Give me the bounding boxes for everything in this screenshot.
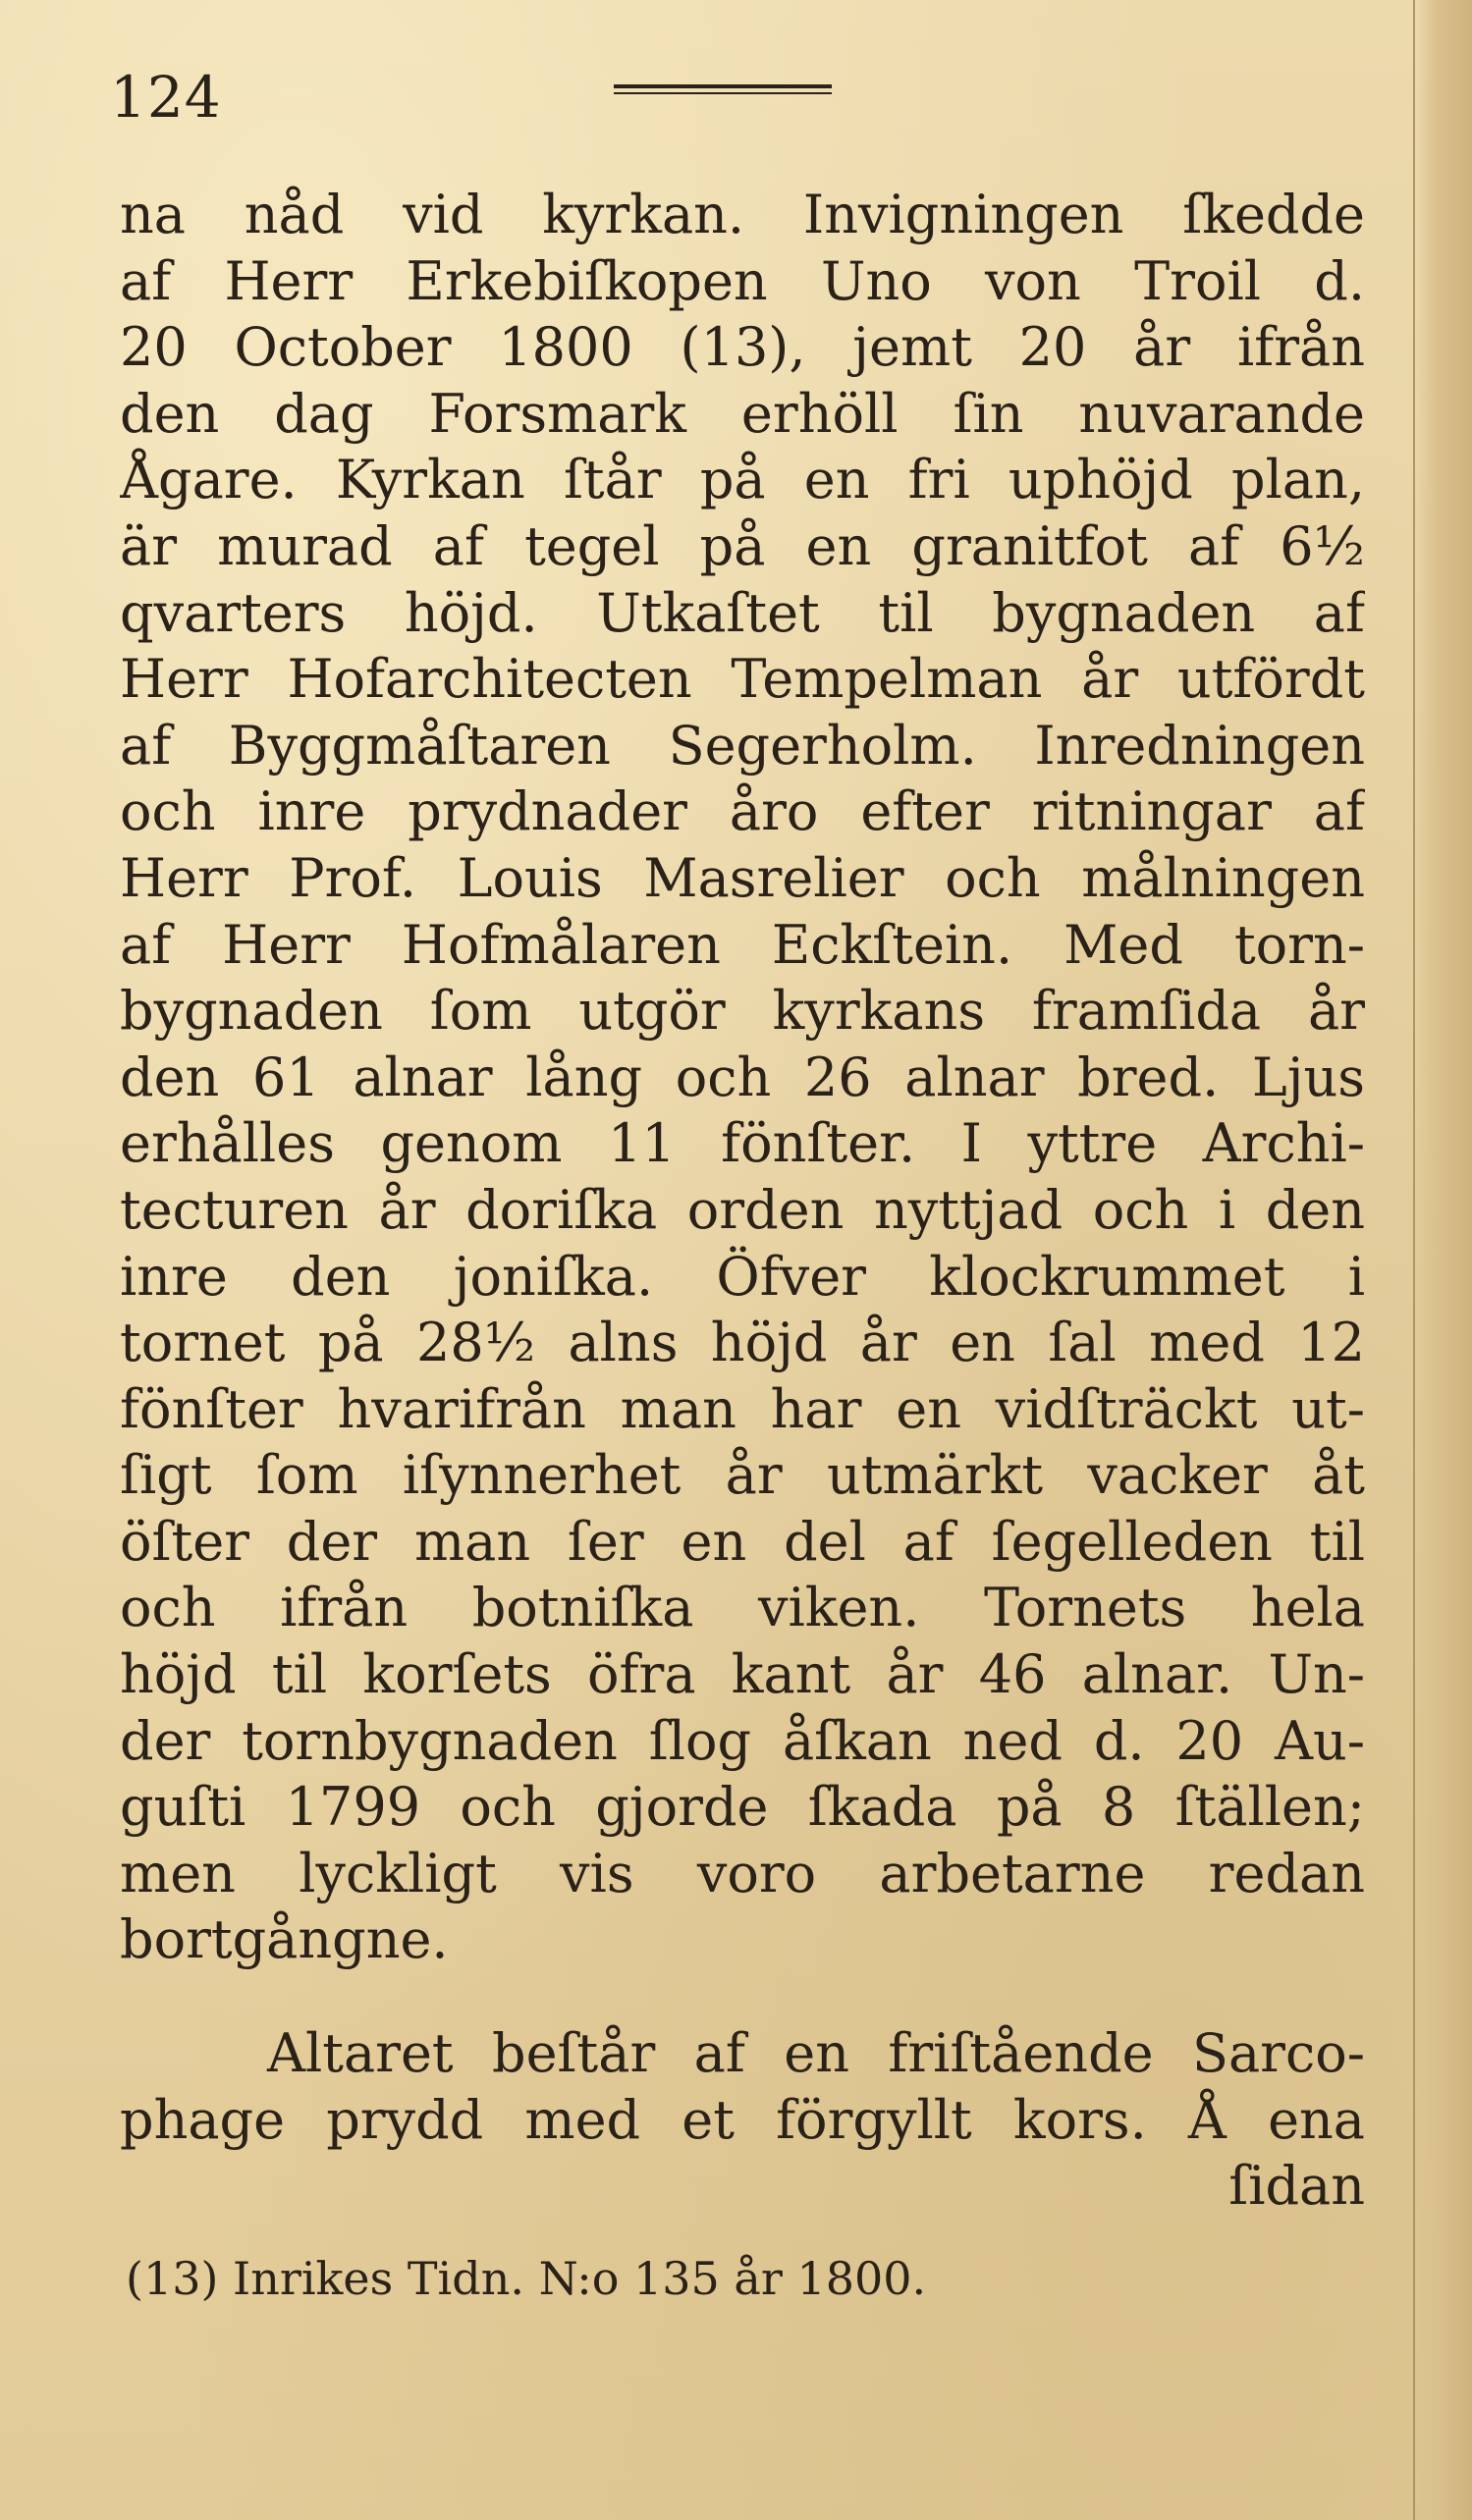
main-paragraph	[120, 182, 1365, 1973]
text-line: guſti 1799 och gjorde ſkada på 8 ſtällen;	[120, 1776, 1365, 1839]
text-line: Herr Hofarchitecten Tempelman år utfördt	[120, 648, 1365, 711]
text-line: bortgångne.	[120, 1908, 449, 1971]
text-line: phage prydd med et förgyllt kors. Å ena	[120, 2088, 1365, 2151]
page-number: 124	[110, 64, 222, 131]
text-line: 20 October 1800 (13), jemt 20 år ifrån	[120, 316, 1365, 379]
text-line: ſigt ſom iſynnerhet år utmärkt vacker åt	[120, 1444, 1365, 1507]
text-line: Altaret beſtår af en friſtående Sarco-	[267, 2022, 1365, 2084]
text-line: Ågare. Kyrkan ſtår på en fri uphöjd plan,	[120, 449, 1365, 511]
header-rule	[614, 84, 832, 94]
text-line: tornet på 28½ alns höjd år en ſal med 12	[120, 1312, 1365, 1374]
text-line: Herr Prof. Louis Masrelier och målningen	[120, 846, 1365, 909]
text-line: och ifrån botniſka viken. Tornets hela	[120, 1577, 1365, 1639]
text-line: den dag Forsmark erhöll ſin nuvarande	[120, 382, 1365, 445]
text-line: är murad af tegel på en granitfot af 6½	[120, 514, 1365, 577]
text-line: qvarters höjd. Utkaſtet til bygnaden af	[120, 581, 1365, 644]
text-line: af Herr Hofmålaren Eckſtein. Med torn-	[120, 913, 1365, 976]
text-line: fönſter hvarifrån man har en vidſträckt ut-	[120, 1377, 1365, 1440]
text-line: der tornbygnaden ſlog åſkan ned d. 20 Au-	[120, 1709, 1365, 1772]
text-line: af Herr Erkebiſkopen Uno von Troil d.	[120, 249, 1365, 312]
text-line: öſter der man ſer en del af ſegelleden til	[120, 1510, 1365, 1573]
second-paragraph	[120, 2020, 1365, 2220]
text-line: och inre prydnader åro efter ritningar af	[120, 780, 1365, 843]
text-line: af Byggmåſtaren Segerholm. Inredningen	[120, 714, 1365, 777]
text-line: na nåd vid kyrkan. Invigningen ſkedde	[120, 184, 1365, 245]
text-line: tecturen år doriſka orden nyttjad och i den	[120, 1178, 1365, 1241]
page-edge	[1413, 0, 1472, 2520]
footnote: (13) Inrikes Tidn. N:o 135 år 1800.	[126, 2252, 927, 2305]
text-line: den 61 alnar lång och 26 alnar bred. Ljus	[120, 1046, 1365, 1108]
text-line: bygnaden ſom utgör kyrkans framſida år	[120, 980, 1365, 1043]
text-line: inre den joniſka. Öfver klockrummet i	[120, 1245, 1365, 1308]
text-line: erhålles genom 11 fönſter. I yttre Archi-	[120, 1112, 1365, 1175]
text-line: höjd til korſets öfra kant år 46 alnar. Un-	[120, 1643, 1365, 1706]
catchword: ſidan	[1228, 2155, 1365, 2218]
text-line: men lyckligt vis voro arbetarne redan	[120, 1842, 1365, 1904]
